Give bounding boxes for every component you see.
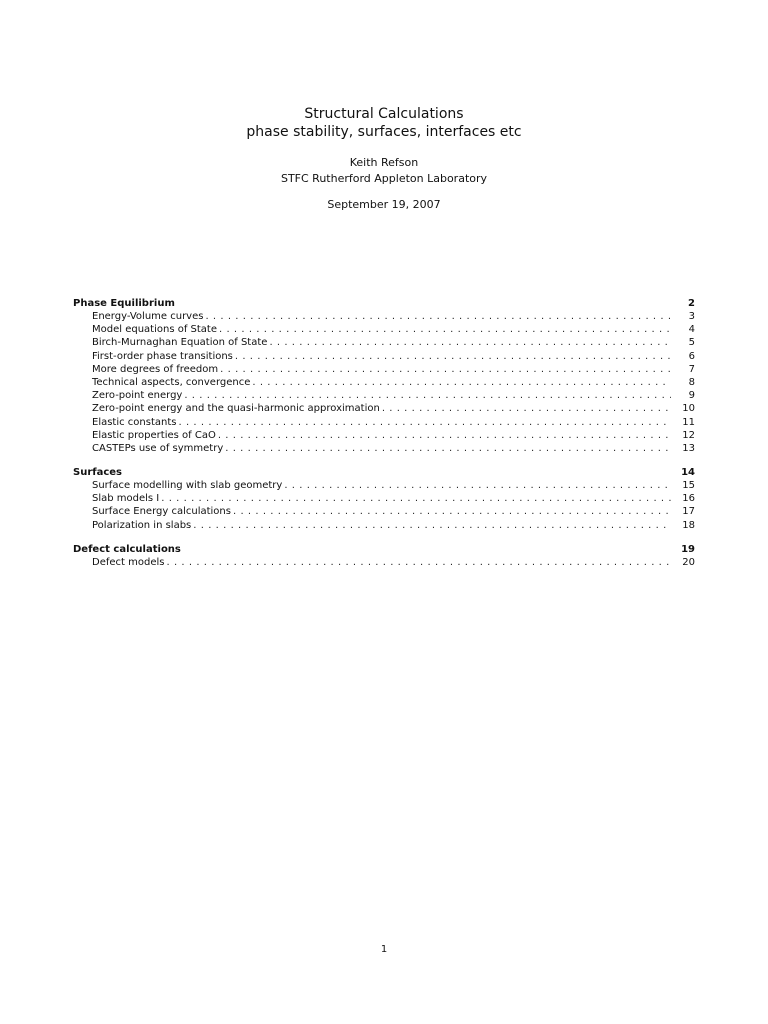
toc-entry-page: 17 — [682, 506, 695, 518]
toc-entry-title: Polarization in slabs — [92, 519, 192, 531]
toc-entry-title: Technical aspects, convergence — [92, 376, 251, 388]
toc-entry-page: 13 — [682, 442, 695, 454]
toc-entry-page: 20 — [682, 556, 695, 568]
toc-entry-page: 6 — [688, 350, 695, 362]
toc-entry-title: Zero-point energy — [92, 390, 183, 402]
page-number: 1 — [380, 944, 388, 955]
toc-entry-page: 9 — [688, 390, 695, 402]
toc-entry-page: 15 — [682, 480, 695, 492]
toc-section-page: 14 — [681, 467, 695, 479]
toc-entry-title: Surface Energy calculations — [92, 506, 231, 518]
author-affiliation: STFC Rutherford Appleton Laboratory — [280, 172, 488, 185]
toc-entry[interactable] — [73, 402, 695, 415]
table-of-contents — [73, 297, 695, 580]
toc-leader-dots — [233, 505, 671, 518]
toc-entry[interactable] — [73, 389, 695, 402]
toc-entry-title: First-order phase transitions — [92, 350, 233, 362]
toc-entry[interactable] — [73, 350, 695, 363]
toc-entry-page: 18 — [682, 519, 695, 531]
toc-entry-page: 10 — [682, 403, 695, 415]
toc-entry-title: Birch-Murnaghan Equation of State — [92, 337, 268, 349]
toc-leader-dots — [161, 492, 671, 505]
toc-section-title: Phase Equilibrium — [73, 298, 175, 309]
toc-entry-title: Zero-point energy and the quasi-harmonic approximation — [92, 403, 380, 415]
toc-section-heading[interactable] — [73, 466, 695, 479]
toc-entry-page: 11 — [682, 416, 695, 428]
toc-section-page: 19 — [681, 543, 695, 555]
toc-leader-dots — [252, 376, 671, 389]
toc-entry-title: Slab models I — [92, 493, 160, 505]
toc-entry-page: 8 — [688, 376, 695, 388]
toc-leader-dots — [220, 363, 671, 376]
toc-entry[interactable] — [73, 519, 695, 532]
toc-entry-page: 16 — [682, 493, 695, 505]
toc-section-page: 2 — [688, 298, 695, 309]
document-title: Structural Calculations — [304, 106, 464, 122]
author-name: Keith Refson — [349, 156, 419, 169]
toc-section-defect-calculations — [73, 543, 695, 569]
toc-leader-dots — [382, 402, 671, 415]
toc-entry[interactable] — [73, 442, 695, 455]
toc-entry[interactable] — [73, 556, 695, 569]
toc-leader-dots — [284, 479, 671, 492]
toc-entry[interactable] — [73, 505, 695, 518]
toc-entry-title: More degrees of freedom — [92, 363, 219, 375]
toc-entry-page: 5 — [688, 337, 695, 349]
toc-entry-page: 3 — [688, 311, 695, 322]
toc-section-phase-equilibrium — [73, 297, 695, 455]
toc-leader-dots — [235, 350, 671, 363]
toc-leader-dots — [179, 416, 672, 429]
toc-entry-page: 12 — [682, 429, 695, 441]
toc-entry-title: Model equations of State — [92, 324, 217, 336]
toc-entry[interactable] — [73, 376, 695, 389]
toc-entry[interactable] — [73, 416, 695, 429]
toc-entry[interactable] — [73, 310, 695, 323]
toc-entry[interactable] — [73, 323, 695, 336]
toc-leader-dots — [269, 336, 671, 349]
toc-leader-dots — [225, 442, 671, 455]
toc-leader-dots — [219, 323, 671, 336]
toc-entry[interactable] — [73, 363, 695, 376]
toc-entry-page: 4 — [688, 324, 695, 336]
toc-entry[interactable] — [73, 479, 695, 492]
toc-entry-title: Elastic constants — [92, 416, 177, 428]
toc-entry-title: Surface modelling with slab geometry — [92, 480, 283, 492]
toc-entry[interactable] — [73, 429, 695, 442]
toc-section-title: Surfaces — [73, 467, 123, 479]
document-date: September 19, 2007 — [327, 198, 441, 211]
toc-entry-title: Defect models — [92, 556, 165, 568]
toc-entry[interactable] — [73, 336, 695, 349]
toc-leader-dots — [218, 429, 671, 442]
toc-entry-title: Elastic properties of CaO — [92, 429, 216, 441]
toc-section-title: Defect calculations — [73, 543, 181, 555]
document-subtitle: phase stability, surfaces, interfaces etc — [246, 124, 522, 140]
toc-entry-title: Energy-Volume curves — [92, 311, 204, 322]
toc-entry[interactable] — [73, 492, 695, 505]
toc-section-heading[interactable] — [73, 543, 695, 556]
toc-leader-dots — [193, 519, 671, 532]
toc-entry-title: CASTEPs use of symmetry — [92, 442, 224, 454]
toc-leader-dots — [166, 556, 671, 569]
toc-section-heading[interactable] — [73, 297, 695, 310]
toc-entry-page: 7 — [688, 363, 695, 375]
title-block — [0, 105, 768, 213]
toc-leader-dots — [184, 389, 671, 402]
toc-leader-dots — [205, 310, 671, 323]
toc-section-surfaces — [73, 466, 695, 532]
